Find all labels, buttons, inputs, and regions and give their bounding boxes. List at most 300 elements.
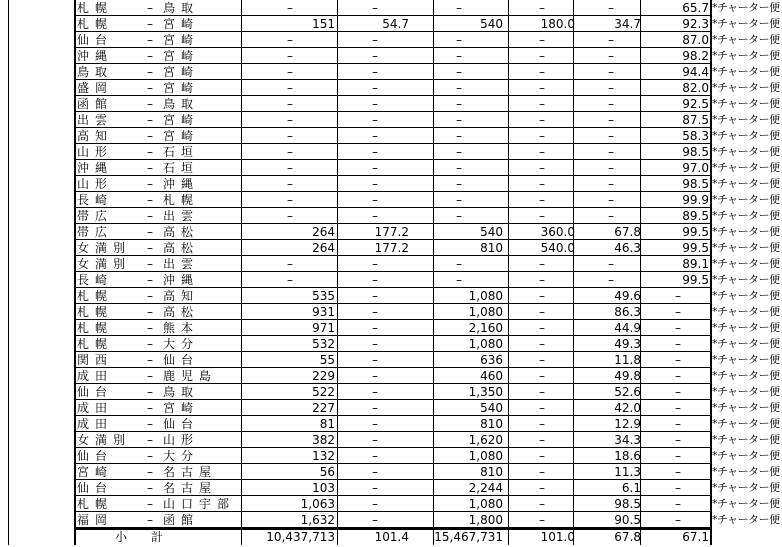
route-separator: – bbox=[147, 241, 153, 255]
table-row bbox=[75, 160, 710, 176]
value-cell: – bbox=[372, 1, 378, 15]
value-cell: 42.0 bbox=[614, 401, 641, 415]
value-cell: – bbox=[372, 289, 378, 303]
origin-airport: 札幌 bbox=[77, 337, 114, 351]
route-separator: – bbox=[147, 113, 153, 127]
row-note: *チャーター便 bbox=[712, 209, 780, 222]
value-cell: – bbox=[539, 129, 545, 143]
destination-airport: 宮崎 bbox=[163, 401, 200, 415]
destination-airport: 沖縄 bbox=[163, 273, 200, 287]
route-separator: – bbox=[147, 97, 153, 111]
value-cell: – bbox=[372, 449, 378, 463]
row-note: *チャーター便 bbox=[712, 33, 780, 46]
value-cell: 636 bbox=[480, 353, 503, 367]
value-cell: – bbox=[608, 177, 614, 191]
value-cell: – bbox=[287, 65, 293, 79]
value-cell: – bbox=[287, 177, 293, 191]
table-row bbox=[75, 96, 710, 112]
value-cell: – bbox=[539, 65, 545, 79]
destination-airport: 石垣 bbox=[163, 145, 200, 159]
value-cell: – bbox=[608, 257, 614, 271]
value-cell: – bbox=[539, 161, 545, 175]
value-cell: 535 bbox=[312, 289, 335, 303]
row-note: *チャーター便 bbox=[712, 513, 780, 526]
value-cell: – bbox=[608, 49, 614, 63]
value-cell: 1,080 bbox=[468, 305, 503, 319]
value-cell: – bbox=[608, 113, 614, 127]
route-separator: – bbox=[147, 1, 153, 15]
value-cell: – bbox=[539, 289, 545, 303]
table-row bbox=[75, 400, 710, 416]
route-separator: – bbox=[147, 497, 153, 511]
value-cell: 99.5 bbox=[682, 273, 709, 287]
value-cell: 1,080 bbox=[468, 337, 503, 351]
destination-airport: 大分 bbox=[163, 337, 200, 351]
value-cell: – bbox=[287, 129, 293, 143]
value-cell: – bbox=[372, 321, 378, 335]
value-cell: 98.2 bbox=[682, 49, 709, 63]
value-cell: – bbox=[372, 65, 378, 79]
value-cell: – bbox=[539, 481, 545, 495]
origin-airport: 関西 bbox=[77, 353, 114, 367]
origin-airport: 仙台 bbox=[77, 449, 114, 463]
value-cell: – bbox=[539, 337, 545, 351]
value-cell: – bbox=[287, 145, 293, 159]
value-cell: – bbox=[675, 289, 681, 303]
value-cell: – bbox=[372, 49, 378, 63]
value-cell: 89.5 bbox=[682, 209, 709, 223]
value-cell: – bbox=[287, 81, 293, 95]
row-note: *チャーター便 bbox=[712, 305, 780, 318]
destination-airport: 出雲 bbox=[163, 257, 200, 271]
table-row bbox=[75, 464, 710, 480]
table-row bbox=[75, 224, 710, 240]
origin-airport: 仙台 bbox=[77, 481, 114, 495]
origin-airport: 沖縄 bbox=[77, 49, 114, 63]
value-cell: 18.6 bbox=[614, 449, 641, 463]
value-cell: – bbox=[372, 465, 378, 479]
origin-airport: 成田 bbox=[77, 369, 114, 383]
value-cell: 92.5 bbox=[682, 97, 709, 111]
value-cell: – bbox=[372, 161, 378, 175]
value-cell: – bbox=[675, 369, 681, 383]
row-note: *チャーター便 bbox=[712, 497, 780, 510]
value-cell: 810 bbox=[480, 241, 503, 255]
value-cell: – bbox=[608, 33, 614, 47]
origin-airport: 仙台 bbox=[77, 33, 114, 47]
value-cell: – bbox=[287, 257, 293, 271]
destination-airport: 高松 bbox=[163, 225, 200, 239]
value-cell: – bbox=[372, 497, 378, 511]
value-cell: 56 bbox=[319, 465, 335, 479]
value-cell: – bbox=[539, 257, 545, 271]
route-separator: – bbox=[147, 193, 153, 207]
origin-airport: 帯広 bbox=[77, 225, 114, 239]
table-row bbox=[75, 256, 710, 272]
value-cell: – bbox=[539, 449, 545, 463]
value-cell: – bbox=[456, 129, 462, 143]
row-note: *チャーター便 bbox=[712, 17, 780, 30]
row-note: *チャーター便 bbox=[712, 257, 780, 270]
row-note: *チャーター便 bbox=[712, 465, 780, 478]
value-cell: 1,080 bbox=[468, 289, 503, 303]
destination-airport: 宮崎 bbox=[163, 81, 200, 95]
route-separator: – bbox=[147, 161, 153, 175]
value-cell: – bbox=[372, 257, 378, 271]
route-separator: – bbox=[147, 177, 153, 191]
value-cell: 1,350 bbox=[468, 385, 503, 399]
value-cell: – bbox=[372, 177, 378, 191]
subtotal-value: 10,437,713 bbox=[266, 530, 335, 544]
value-cell: 98.5 bbox=[682, 145, 709, 159]
value-cell: 177.2 bbox=[374, 225, 409, 239]
route-separator: – bbox=[147, 65, 153, 79]
value-cell: – bbox=[539, 513, 545, 527]
origin-airport: 鳥取 bbox=[77, 65, 114, 79]
origin-airport: 札幌 bbox=[77, 321, 114, 335]
value-cell: – bbox=[539, 369, 545, 383]
value-cell: – bbox=[675, 449, 681, 463]
value-cell: – bbox=[456, 273, 462, 287]
route-separator: – bbox=[147, 129, 153, 143]
row-note: *チャーター便 bbox=[712, 145, 780, 158]
value-cell: 49.6 bbox=[614, 289, 641, 303]
value-cell: 382 bbox=[312, 433, 335, 447]
row-note: *チャーター便 bbox=[712, 161, 780, 174]
value-cell: 227 bbox=[312, 401, 335, 415]
value-cell: – bbox=[372, 337, 378, 351]
value-cell: – bbox=[539, 49, 545, 63]
value-cell: – bbox=[608, 273, 614, 287]
value-cell: 97.0 bbox=[682, 161, 709, 175]
value-cell: – bbox=[372, 385, 378, 399]
value-cell: 55 bbox=[319, 353, 335, 367]
row-note: *チャーター便 bbox=[712, 81, 780, 94]
row-note: *チャーター便 bbox=[712, 225, 780, 238]
value-cell: – bbox=[372, 433, 378, 447]
value-cell: – bbox=[287, 97, 293, 111]
value-cell: – bbox=[372, 113, 378, 127]
table-row bbox=[75, 192, 710, 208]
origin-airport: 高知 bbox=[77, 129, 114, 143]
table-row bbox=[75, 176, 710, 192]
subtotal-value: 67.8 bbox=[614, 530, 641, 544]
value-cell: – bbox=[372, 513, 378, 527]
row-note: *チャーター便 bbox=[712, 369, 780, 382]
row-note: *チャーター便 bbox=[712, 49, 780, 62]
value-cell: – bbox=[675, 353, 681, 367]
value-cell: 92.3 bbox=[682, 17, 709, 31]
value-cell: – bbox=[372, 273, 378, 287]
table-row bbox=[75, 368, 710, 384]
table-row bbox=[75, 496, 710, 512]
origin-airport: 札幌 bbox=[77, 305, 114, 319]
value-cell: 810 bbox=[480, 417, 503, 431]
table-row bbox=[75, 320, 710, 336]
value-cell: – bbox=[456, 177, 462, 191]
table-row bbox=[75, 16, 710, 32]
origin-airport: 成田 bbox=[77, 417, 114, 431]
value-cell: 99.5 bbox=[682, 225, 709, 239]
value-cell: – bbox=[675, 465, 681, 479]
value-cell: – bbox=[287, 273, 293, 287]
table-row bbox=[75, 480, 710, 496]
value-cell: – bbox=[539, 273, 545, 287]
value-cell: – bbox=[608, 193, 614, 207]
value-cell: – bbox=[456, 113, 462, 127]
value-cell: 1,063 bbox=[300, 497, 335, 511]
value-cell: 67.8 bbox=[614, 225, 641, 239]
destination-airport: 名古屋 bbox=[163, 465, 218, 479]
value-cell: 58.3 bbox=[682, 129, 709, 143]
value-cell: 12.9 bbox=[614, 417, 641, 431]
value-cell: – bbox=[372, 97, 378, 111]
value-cell: 54.7 bbox=[382, 17, 409, 31]
destination-airport: 出雲 bbox=[163, 209, 200, 223]
value-cell: – bbox=[372, 129, 378, 143]
value-cell: 44.9 bbox=[614, 321, 641, 335]
value-cell: 931 bbox=[312, 305, 335, 319]
destination-airport: 札幌 bbox=[163, 193, 200, 207]
value-cell: – bbox=[456, 257, 462, 271]
subtotal-value: 67.1 bbox=[682, 530, 709, 544]
origin-airport: 札幌 bbox=[77, 289, 114, 303]
value-cell: – bbox=[675, 305, 681, 319]
value-cell: – bbox=[372, 33, 378, 47]
value-cell: 99.9 bbox=[682, 193, 709, 207]
value-cell: – bbox=[675, 417, 681, 431]
table-row bbox=[75, 432, 710, 448]
subtotal-value: 101.0 bbox=[540, 530, 575, 544]
value-cell: 177.2 bbox=[374, 241, 409, 255]
value-cell: – bbox=[539, 145, 545, 159]
route-separator: – bbox=[147, 209, 153, 223]
table-row bbox=[75, 80, 710, 96]
value-cell: – bbox=[456, 145, 462, 159]
value-cell: 6.1 bbox=[621, 481, 641, 495]
route-separator: – bbox=[147, 417, 153, 431]
value-cell: – bbox=[675, 385, 681, 399]
table-row bbox=[75, 112, 710, 128]
route-separator: – bbox=[147, 225, 153, 239]
value-cell: – bbox=[608, 65, 614, 79]
value-cell: – bbox=[675, 337, 681, 351]
table-row bbox=[75, 48, 710, 64]
value-cell: 86.3 bbox=[614, 305, 641, 319]
row-note: *チャーター便 bbox=[712, 481, 780, 494]
destination-airport: 名古屋 bbox=[163, 481, 218, 495]
value-cell: 540.0 bbox=[540, 241, 575, 255]
value-cell: – bbox=[608, 145, 614, 159]
value-cell: – bbox=[608, 129, 614, 143]
row-note: *チャーター便 bbox=[712, 113, 780, 126]
route-separator: – bbox=[147, 481, 153, 495]
subtotal-label: 小 計 bbox=[115, 530, 164, 544]
value-cell: – bbox=[675, 321, 681, 335]
value-cell: 540 bbox=[480, 225, 503, 239]
table-row bbox=[75, 304, 710, 320]
origin-airport: 沖縄 bbox=[77, 161, 114, 175]
value-cell: – bbox=[372, 353, 378, 367]
value-cell: – bbox=[456, 49, 462, 63]
row-note: *チャーター便 bbox=[712, 1, 780, 14]
value-cell: 11.3 bbox=[614, 465, 641, 479]
value-cell: – bbox=[539, 401, 545, 415]
route-separator: – bbox=[147, 465, 153, 479]
value-cell: 522 bbox=[312, 385, 335, 399]
route-separator: – bbox=[147, 513, 153, 527]
value-cell: – bbox=[608, 97, 614, 111]
table-row bbox=[75, 512, 710, 528]
row-note: *チャーター便 bbox=[712, 353, 780, 366]
row-note: *チャーター便 bbox=[712, 289, 780, 302]
value-cell: 229 bbox=[312, 369, 335, 383]
value-cell: 52.6 bbox=[614, 385, 641, 399]
row-note: *チャーター便 bbox=[712, 433, 780, 446]
destination-airport: 仙台 bbox=[163, 417, 200, 431]
destination-airport: 山形 bbox=[163, 433, 200, 447]
value-cell: – bbox=[372, 369, 378, 383]
value-cell: – bbox=[287, 161, 293, 175]
row-note: *チャーター便 bbox=[712, 337, 780, 350]
destination-airport: 宮崎 bbox=[163, 129, 200, 143]
origin-airport: 盛岡 bbox=[77, 81, 114, 95]
value-cell: 49.3 bbox=[614, 337, 641, 351]
value-cell: – bbox=[456, 65, 462, 79]
value-cell: 1,620 bbox=[468, 433, 503, 447]
table-row bbox=[75, 272, 710, 288]
route-separator: – bbox=[147, 369, 153, 383]
value-cell: – bbox=[456, 33, 462, 47]
value-cell: – bbox=[539, 385, 545, 399]
value-cell: – bbox=[456, 209, 462, 223]
column-divider bbox=[8, 0, 9, 545]
route-separator: – bbox=[147, 289, 153, 303]
value-cell: – bbox=[372, 481, 378, 495]
value-cell: – bbox=[539, 97, 545, 111]
table-row bbox=[75, 128, 710, 144]
route-separator: – bbox=[147, 401, 153, 415]
subtotal-value: 101.4 bbox=[374, 530, 409, 544]
value-cell: – bbox=[675, 401, 681, 415]
origin-airport: 帯広 bbox=[77, 209, 114, 223]
table-row bbox=[75, 208, 710, 224]
table-row bbox=[75, 240, 710, 256]
destination-airport: 高松 bbox=[163, 305, 200, 319]
route-separator: – bbox=[147, 321, 153, 335]
route-separator: – bbox=[147, 81, 153, 95]
destination-airport: 鳥取 bbox=[163, 385, 200, 399]
table-row bbox=[75, 288, 710, 304]
destination-airport: 函館 bbox=[163, 513, 200, 527]
value-cell: – bbox=[456, 81, 462, 95]
value-cell: – bbox=[675, 497, 681, 511]
row-note: *チャーター便 bbox=[712, 193, 780, 206]
value-cell: 151 bbox=[312, 17, 335, 31]
destination-airport: 山口宇部 bbox=[163, 497, 236, 511]
row-note: *チャーター便 bbox=[712, 273, 780, 286]
value-cell: – bbox=[539, 353, 545, 367]
origin-airport: 福岡 bbox=[77, 513, 114, 527]
route-separator: – bbox=[147, 433, 153, 447]
value-cell: 810 bbox=[480, 465, 503, 479]
origin-airport: 札幌 bbox=[77, 497, 114, 511]
value-cell: 90.5 bbox=[614, 513, 641, 527]
value-cell: 65.7 bbox=[682, 1, 709, 15]
value-cell: – bbox=[287, 33, 293, 47]
subtotal-row bbox=[75, 528, 710, 545]
route-separator: – bbox=[147, 337, 153, 351]
value-cell: – bbox=[539, 193, 545, 207]
value-cell: 1,632 bbox=[300, 513, 335, 527]
origin-airport: 長崎 bbox=[77, 193, 114, 207]
value-cell: 460 bbox=[480, 369, 503, 383]
value-cell: – bbox=[539, 465, 545, 479]
value-cell: – bbox=[608, 1, 614, 15]
value-cell: 1,800 bbox=[468, 513, 503, 527]
value-cell: 180.0 bbox=[540, 17, 575, 31]
value-cell: 89.1 bbox=[682, 257, 709, 271]
value-cell: 2,244 bbox=[468, 481, 503, 495]
table-row bbox=[75, 144, 710, 160]
destination-airport: 宮崎 bbox=[163, 33, 200, 47]
table-row bbox=[75, 416, 710, 432]
value-cell: – bbox=[287, 209, 293, 223]
destination-airport: 宮崎 bbox=[163, 113, 200, 127]
route-separator: – bbox=[147, 49, 153, 63]
origin-airport: 成田 bbox=[77, 401, 114, 415]
value-cell: 1,080 bbox=[468, 449, 503, 463]
value-cell: – bbox=[287, 49, 293, 63]
value-cell: 98.5 bbox=[682, 177, 709, 191]
row-note: *チャーター便 bbox=[712, 449, 780, 462]
value-cell: – bbox=[539, 33, 545, 47]
value-cell: – bbox=[456, 193, 462, 207]
value-cell: 2,160 bbox=[468, 321, 503, 335]
destination-airport: 高知 bbox=[163, 289, 200, 303]
destination-airport: 宮崎 bbox=[163, 17, 200, 31]
destination-airport: 鹿児島 bbox=[163, 369, 218, 383]
value-cell: – bbox=[372, 81, 378, 95]
value-cell: – bbox=[456, 1, 462, 15]
destination-airport: 鳥取 bbox=[163, 1, 200, 15]
value-cell: 81 bbox=[319, 417, 335, 431]
route-separator: – bbox=[147, 449, 153, 463]
origin-airport: 出雲 bbox=[77, 113, 114, 127]
value-cell: 46.3 bbox=[614, 241, 641, 255]
row-note: *チャーター便 bbox=[712, 65, 780, 78]
table-row bbox=[75, 384, 710, 400]
row-note: *チャーター便 bbox=[712, 241, 780, 254]
value-cell: 99.5 bbox=[682, 241, 709, 255]
table-row bbox=[75, 336, 710, 352]
value-cell: – bbox=[372, 209, 378, 223]
value-cell: 34.3 bbox=[614, 433, 641, 447]
table-row bbox=[75, 352, 710, 368]
value-cell: – bbox=[456, 97, 462, 111]
value-cell: – bbox=[539, 209, 545, 223]
value-cell: 87.5 bbox=[682, 113, 709, 127]
origin-airport: 女満別 bbox=[77, 241, 132, 255]
table-row bbox=[75, 0, 710, 16]
origin-airport: 札幌 bbox=[77, 17, 114, 31]
table-row bbox=[75, 448, 710, 464]
origin-airport: 長崎 bbox=[77, 273, 114, 287]
destination-airport: 石垣 bbox=[163, 161, 200, 175]
value-cell: – bbox=[539, 417, 545, 431]
value-cell: – bbox=[675, 513, 681, 527]
value-cell: – bbox=[675, 433, 681, 447]
